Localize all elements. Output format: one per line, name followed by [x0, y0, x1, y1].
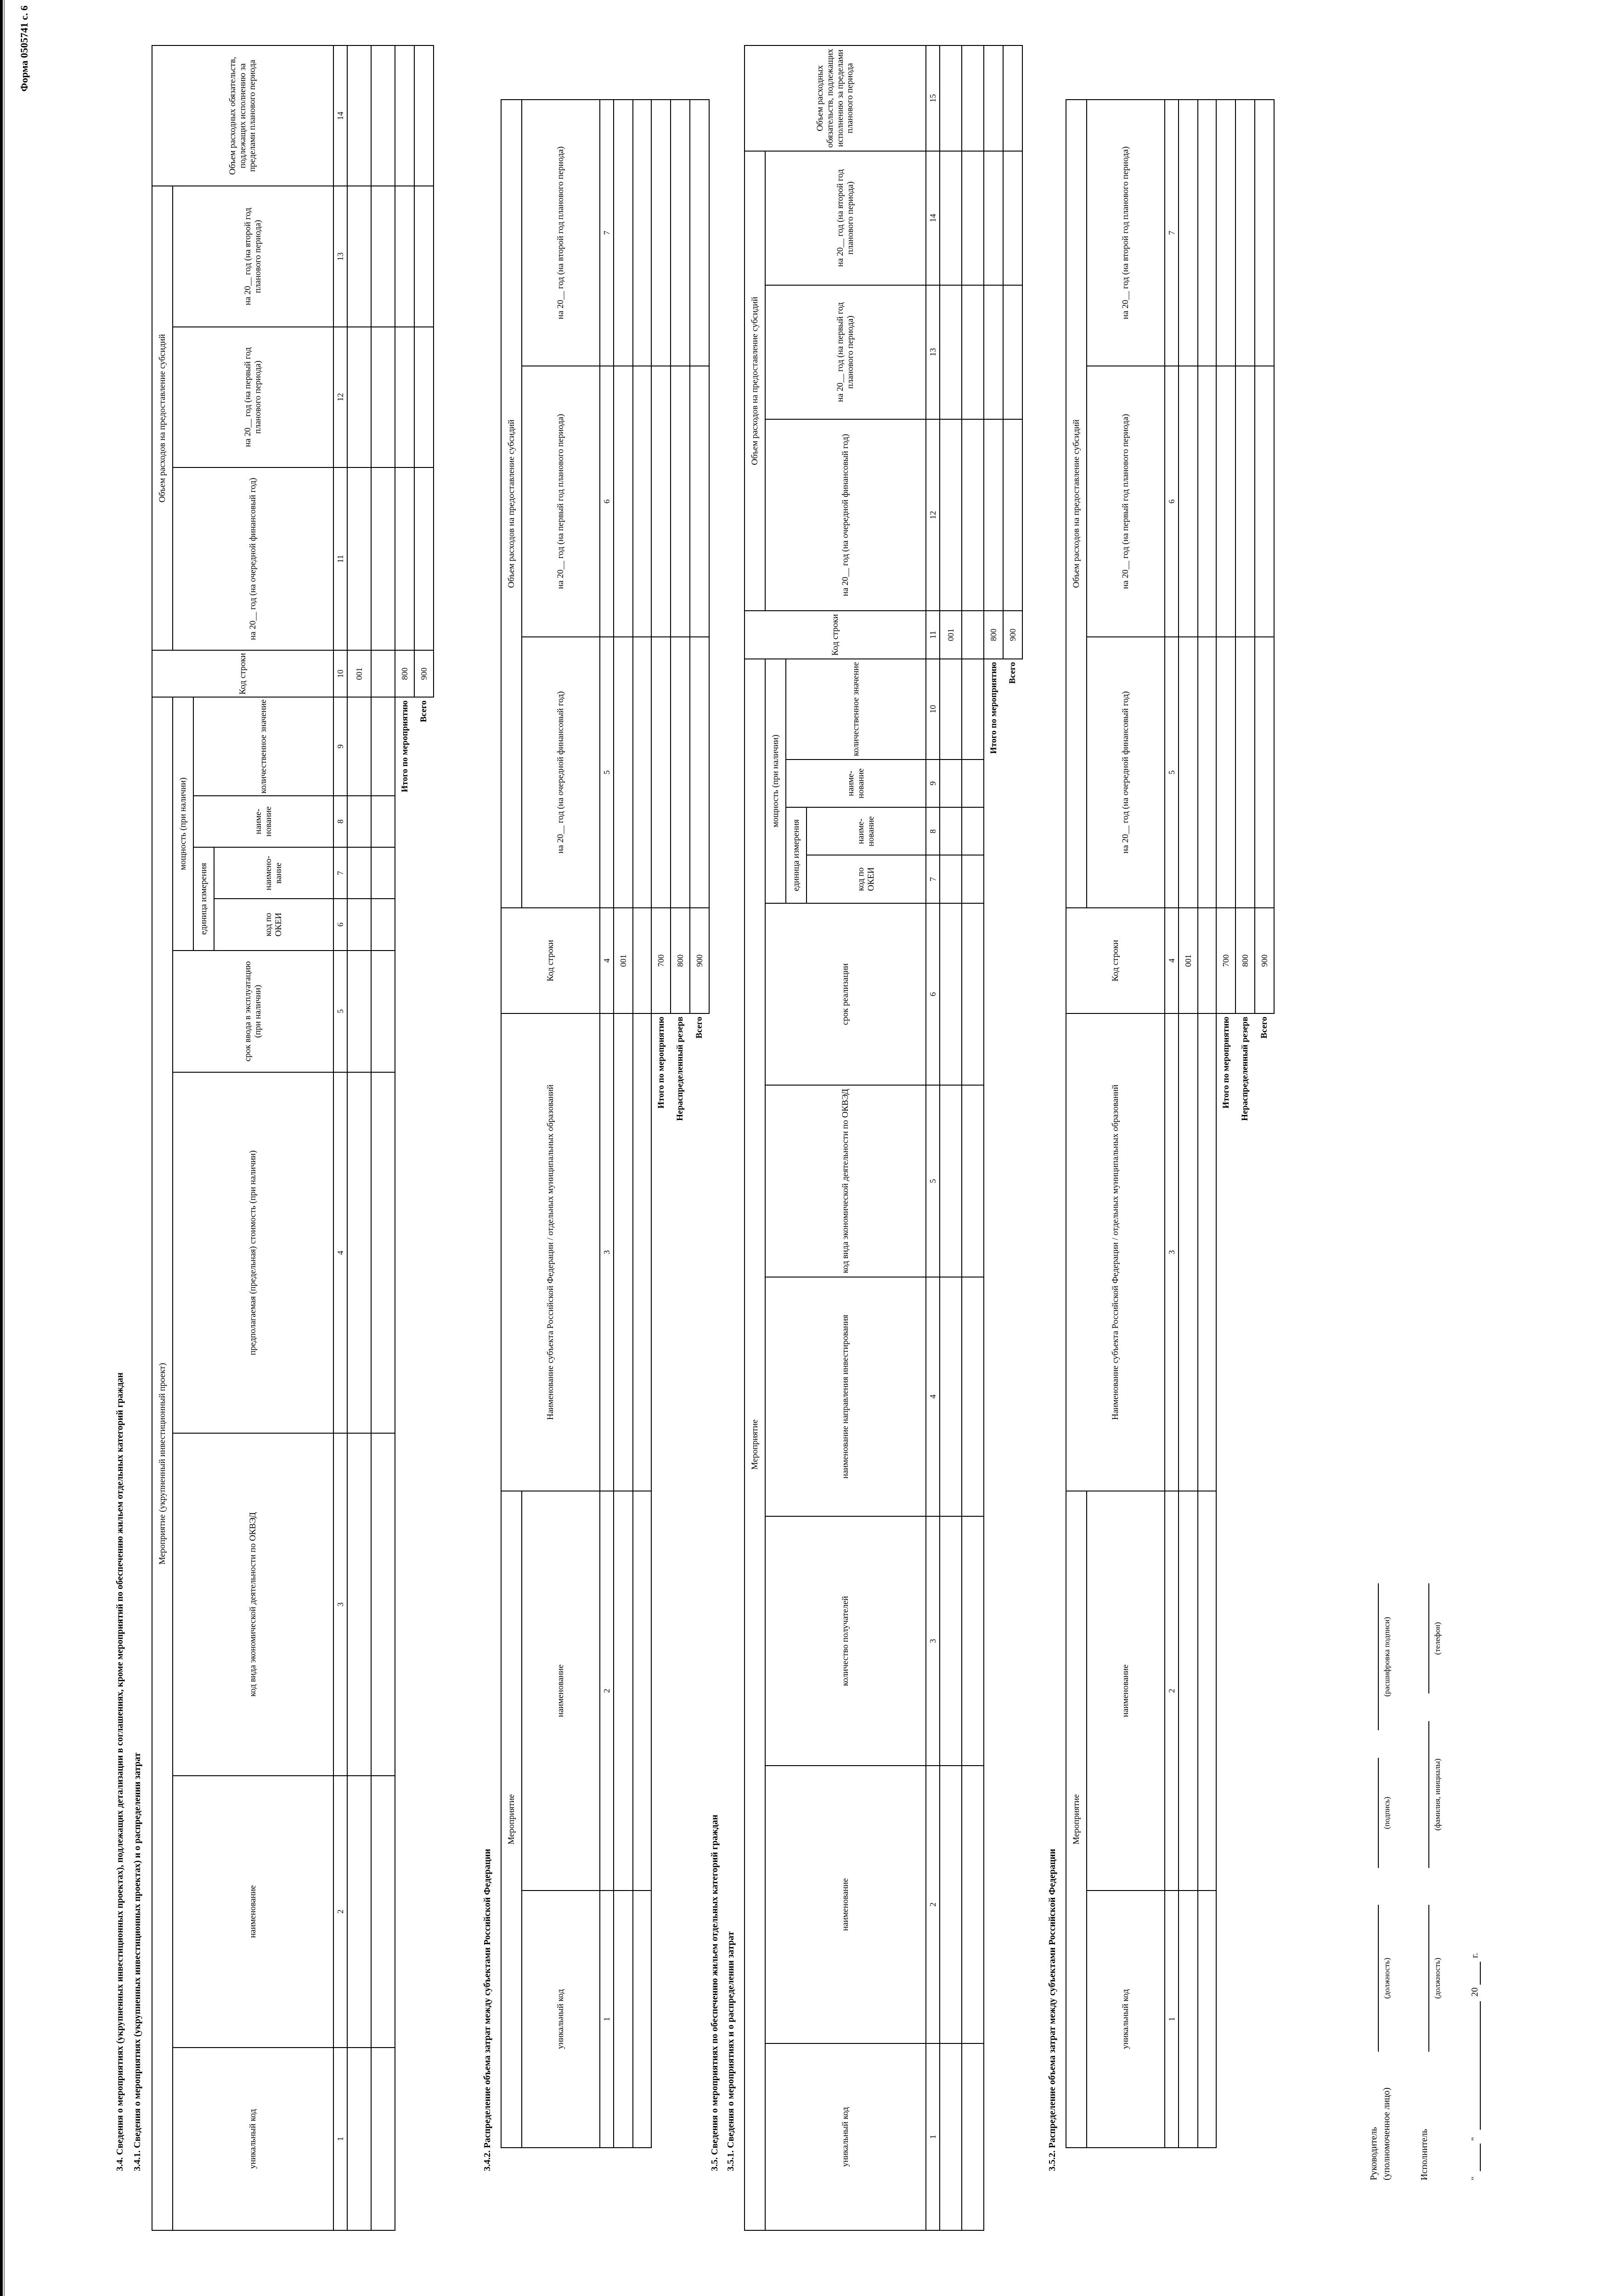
head-signature-caption: (подпись) [1382, 1796, 1391, 1829]
header-unit-name: наимено-вание [214, 847, 333, 899]
cell-empty[interactable] [347, 1072, 371, 1433]
header-line-code: Код строки [501, 908, 600, 1013]
cell-empty[interactable] [940, 807, 962, 855]
total-label: Итого по мероприятию [656, 1017, 666, 1109]
cell-empty[interactable] [371, 697, 395, 795]
executor-name-line[interactable] [1428, 1721, 1429, 1868]
cell-empty[interactable] [984, 419, 1003, 611]
header-okved: код вида экономической деятельности по ОКВЭД [173, 1433, 333, 1775]
cell-empty[interactable] [371, 2048, 395, 2230]
header-year-1: на 20__ год (на очередной финансовый год) [1087, 637, 1165, 908]
col-num: 2 [333, 1776, 347, 2048]
col-num: 7 [926, 855, 940, 903]
header-event-group: Мероприятие [745, 659, 765, 2230]
cell-empty[interactable] [371, 899, 395, 950]
header-year-3: на 20__ год (на второй год планового периода) [765, 151, 926, 285]
cell-empty[interactable] [940, 659, 962, 760]
total-code: 700 [1216, 908, 1235, 1013]
cell-empty[interactable] [347, 1776, 371, 2048]
header-line-code: Код строки [1066, 908, 1165, 1013]
header-name: наименование [765, 1766, 926, 2043]
header-cap-name: наиме-нование [786, 760, 926, 807]
col-num: 4 [333, 1072, 347, 1433]
col-num: 9 [926, 760, 940, 807]
header-year-2: на 20__ год (на первый год планового периода) [765, 285, 926, 419]
grand-total-code: 900 [1003, 611, 1022, 658]
header-subsidy-group: Объем расходов на предоставление субсидий [501, 100, 522, 908]
cell-empty[interactable] [1255, 100, 1274, 366]
cell-empty[interactable] [671, 366, 690, 637]
cell-empty[interactable] [371, 847, 395, 899]
cell-empty[interactable] [371, 1072, 395, 1433]
cell-empty[interactable] [962, 1085, 984, 1277]
cell-empty[interactable] [633, 637, 651, 908]
table-3-4-1 [152, 45, 434, 2231]
cell-empty[interactable] [1198, 1491, 1216, 1891]
header-unique-code: уникальный код [522, 1891, 600, 2148]
col-num: 4 [926, 1277, 940, 1517]
section-3-5-2-title: 3.5.2. Распределение объема затрат между субъектами Российской Федерации [1047, 1849, 1057, 2171]
header-commission-date: срок ввода в эксплуатацию (при наличии) [173, 951, 333, 1072]
col-num: 1 [1165, 1891, 1179, 2148]
cell-empty[interactable] [940, 45, 962, 151]
col-num: 1 [333, 2048, 347, 2230]
cell-empty[interactable] [1179, 366, 1198, 637]
header-subsidy-group: Объем расходов на предоставление субсидий [1066, 100, 1087, 908]
cell-empty[interactable] [984, 285, 1003, 419]
cell-empty[interactable] [371, 650, 395, 697]
col-num: 7 [1165, 100, 1179, 366]
col-num: 6 [600, 366, 614, 637]
col-num: 3 [1165, 1013, 1179, 1491]
cell-empty[interactable] [347, 847, 371, 899]
col-num: 14 [926, 151, 940, 285]
cell-empty[interactable] [1198, 908, 1216, 1013]
executor-name-caption: (фамилия, инициалы) [1433, 1758, 1442, 1831]
cell-empty[interactable] [1003, 419, 1022, 611]
cell-empty[interactable] [1235, 100, 1255, 366]
header-year-1: на 20__ год (на очередной финансовый год) [522, 637, 600, 908]
line-code-001: 001 [1179, 908, 1198, 1013]
cell-empty[interactable] [651, 366, 671, 637]
cell-empty[interactable] [940, 1277, 962, 1517]
col-num: 1 [926, 2043, 940, 2230]
cell-empty[interactable] [962, 2043, 984, 2230]
header-unit-group: единица измерения [193, 847, 214, 951]
cell-empty[interactable] [614, 1013, 633, 1491]
cell-empty[interactable] [347, 796, 371, 847]
header-recipients: количество получателей [765, 1516, 926, 1766]
header-beyond-period: Объем расходных обязательств, подлежащих исполнению за пределами планового периода [745, 45, 926, 151]
cell-empty[interactable] [414, 186, 434, 326]
col-num: 5 [1165, 637, 1179, 908]
executor-phone-line[interactable] [1428, 1583, 1429, 1694]
cell-empty[interactable] [962, 659, 984, 760]
section-3-5-1-title: 3.5.1. Сведения о мероприятиях и о распределении затрат [726, 1931, 736, 2171]
total-code: 800 [984, 611, 1003, 658]
col-num: 12 [926, 419, 940, 611]
header-direction: наименование направления инвестирования [765, 1277, 926, 1517]
header-event-group: Мероприятие [501, 1491, 522, 2148]
cell-empty[interactable] [940, 419, 962, 611]
cell-empty[interactable] [347, 697, 371, 795]
cell-empty[interactable] [984, 151, 1003, 285]
cell-empty[interactable] [962, 760, 984, 807]
cell-empty[interactable] [940, 1516, 962, 1766]
cell-empty[interactable] [614, 1891, 633, 2148]
executor-phone-caption: (телефон) [1433, 1622, 1442, 1655]
col-num: 5 [926, 1085, 940, 1277]
cell-empty[interactable] [962, 855, 984, 903]
cell-empty[interactable] [962, 1516, 984, 1766]
cell-empty[interactable] [651, 637, 671, 908]
cell-empty[interactable] [614, 100, 633, 366]
line-code-001: 001 [347, 650, 371, 697]
grand-total-label: Всего [1008, 662, 1018, 684]
header-year-2: на 20__ год (на первый год планового периода) [1087, 366, 1165, 637]
grand-total-label: Всего [1259, 1017, 1269, 1039]
cell-empty[interactable] [1179, 1491, 1198, 1891]
cell-empty[interactable] [1179, 1891, 1198, 2148]
cell-empty[interactable] [633, 1491, 651, 1891]
cell-empty[interactable] [962, 285, 984, 419]
grand-total-code: 900 [414, 650, 434, 697]
header-unique-code: уникальный код [173, 2048, 333, 2230]
header-event-group: Мероприятие (укрупненный инвестиционный проект) [152, 697, 173, 2230]
header-unit-name: наиме-нование [807, 807, 926, 855]
cell-empty[interactable] [984, 45, 1003, 151]
cell-empty[interactable] [940, 1766, 962, 2043]
header-okei: код по ОКЕИ [807, 855, 926, 903]
cell-empty[interactable] [1179, 1013, 1198, 1491]
cell-empty[interactable] [633, 1013, 651, 1491]
cell-empty[interactable] [690, 100, 709, 366]
cell-empty[interactable] [347, 951, 371, 1072]
grand-total-code: 900 [1255, 908, 1274, 1013]
cell-empty[interactable] [371, 186, 395, 326]
cell-empty[interactable] [671, 637, 690, 908]
scan-edge-shadow [4, 0, 5, 2296]
col-num: 10 [333, 650, 347, 697]
cell-empty[interactable] [1003, 45, 1022, 151]
cell-empty[interactable] [633, 366, 651, 637]
cell-empty[interactable] [940, 760, 962, 807]
col-num: 3 [600, 1013, 614, 1491]
cell-empty[interactable] [371, 951, 395, 1072]
reserve-label: Нераспределенный резерв [675, 1017, 685, 1121]
cell-empty[interactable] [962, 45, 984, 151]
cell-empty[interactable] [1003, 285, 1022, 419]
cell-empty[interactable] [633, 1891, 651, 2148]
cell-empty[interactable] [371, 1433, 395, 1775]
header-year-1: на 20__ год (на очередной финансовый год) [173, 467, 333, 650]
cell-empty[interactable] [1198, 1013, 1216, 1491]
reserve-label: Нераспределенный резерв [1240, 1017, 1250, 1121]
cell-empty[interactable] [651, 100, 671, 366]
col-num: 15 [926, 45, 940, 151]
col-num: 14 [333, 45, 347, 186]
header-unique-code: уникальный код [1087, 1891, 1165, 2148]
line-code-001: 001 [614, 908, 633, 1013]
table-3-5-1 [744, 45, 1023, 2231]
scan-edge [0, 0, 3, 2296]
cell-empty[interactable] [414, 467, 434, 650]
col-num: 11 [333, 467, 347, 650]
header-year-3: на 20__ год (на второй год планового периода) [1087, 100, 1165, 366]
header-unit-group: единица измерения [786, 807, 807, 903]
cell-empty[interactable] [1216, 366, 1235, 637]
col-num: 2 [600, 1491, 614, 1891]
cell-empty[interactable] [1003, 151, 1022, 285]
cell-empty[interactable] [690, 637, 709, 908]
cell-empty[interactable] [633, 100, 651, 366]
cell-empty[interactable] [614, 1491, 633, 1891]
col-num: 3 [926, 1516, 940, 1766]
header-year-2: на 20__ год (на первый год планового периода) [522, 366, 600, 637]
date-day-line[interactable] [1480, 2144, 1481, 2171]
executor-position-line[interactable] [1428, 1905, 1429, 2052]
total-code: 800 [395, 650, 414, 697]
section-3-4-title: 3.4. Сведения о мероприятиях (укрупненных инвестиционных проектах), подлежащих детализации в соглашениях, кроме мероприятий по обеспечению жильем отдельных категорий граждан [115, 1372, 125, 2171]
header-beyond-period: Объем расходных обязательств, подлежащих исполнению за пределами планового периода [152, 45, 333, 186]
col-num: 13 [926, 285, 940, 419]
header-line-code: Код строки [152, 650, 333, 697]
cell-empty[interactable] [962, 1277, 984, 1517]
header-qty: количественное значение [193, 697, 333, 795]
grand-total-code: 900 [690, 908, 709, 1013]
section-3-4-2-title: 3.4.2. Распределение объема затрат между субъектами Российской Федерации [482, 1849, 492, 2171]
cell-empty[interactable] [347, 467, 371, 650]
header-year-3: на 20__ год (на второй год планового периода) [173, 186, 333, 326]
col-num: 2 [1165, 1491, 1179, 1891]
executor-position-caption: (должность) [1433, 1958, 1442, 1999]
col-num: 9 [333, 697, 347, 795]
cell-empty[interactable] [347, 327, 371, 467]
header-line-code: Код строки [745, 611, 926, 658]
cell-empty[interactable] [1235, 366, 1255, 637]
reserve-code: 800 [671, 908, 690, 1013]
cell-empty[interactable] [371, 796, 395, 847]
cell-empty[interactable] [371, 1776, 395, 2048]
header-okei: код по ОКЕИ [214, 899, 333, 950]
header-unique-code: уникальный код [765, 2043, 926, 2230]
cell-empty[interactable] [1235, 637, 1255, 908]
cell-empty[interactable] [347, 899, 371, 950]
col-num: 6 [333, 899, 347, 950]
reserve-code: 800 [1235, 908, 1255, 1013]
cell-empty[interactable] [1198, 1891, 1216, 2148]
cell-empty[interactable] [940, 903, 962, 1085]
total-code: 700 [651, 908, 671, 1013]
cell-empty[interactable] [1216, 100, 1235, 366]
col-num: 4 [600, 908, 614, 1013]
form-code: Форма 0505741 с. 6 [18, 6, 30, 92]
cell-empty[interactable] [395, 45, 414, 186]
cell-empty[interactable] [690, 366, 709, 637]
header-capacity-group: мощность (при наличии) [173, 697, 193, 950]
cell-empty[interactable] [414, 327, 434, 467]
col-num: 6 [1165, 366, 1179, 637]
date-suffix: г. [1470, 1953, 1480, 1958]
header-qty: количественное значение [786, 659, 926, 760]
cell-empty[interactable] [1198, 366, 1216, 637]
table-3-5-2 [1066, 99, 1275, 2148]
header-cap-name: наиме-нование [193, 796, 333, 847]
total-label: Итого по мероприятию [1221, 1017, 1231, 1109]
cell-empty[interactable] [395, 327, 414, 467]
header-subject: Наименование субъекта Российской Федерации / отдельных муниципальных образований [1066, 1013, 1165, 1491]
cell-empty[interactable] [1255, 637, 1274, 908]
line-code-001: 001 [940, 611, 962, 658]
header-subsidy-group: Объем расходов на предоставление субсидий [745, 151, 765, 611]
cell-empty[interactable] [962, 1766, 984, 2043]
head-decode-caption: (расшифровка подписи) [1382, 1617, 1391, 1697]
cell-empty[interactable] [614, 366, 633, 637]
header-year-1: на 20__ год (на очередной финансовый год) [765, 419, 926, 611]
header-event-group: Мероприятие [1066, 1491, 1087, 2148]
head-position-line[interactable] [1378, 1905, 1379, 2052]
col-num: 2 [926, 1766, 940, 2043]
cell-empty[interactable] [347, 2048, 371, 2230]
col-num: 10 [926, 659, 940, 760]
header-name: наименование [522, 1491, 600, 1891]
head-decode-line[interactable] [1378, 1583, 1379, 1730]
cell-empty[interactable] [395, 186, 414, 326]
cell-empty[interactable] [1216, 637, 1235, 908]
total-label: Итого по мероприятию [400, 700, 410, 793]
cell-empty[interactable] [1198, 100, 1216, 366]
cell-empty[interactable] [671, 100, 690, 366]
col-num: 13 [333, 186, 347, 326]
header-name: наименование [1087, 1491, 1165, 1891]
cell-empty[interactable] [633, 908, 651, 1013]
header-term: срок реализации [765, 903, 926, 1085]
head-position-caption: (должность) [1382, 1958, 1391, 1999]
cell-empty[interactable] [940, 855, 962, 903]
total-label: Итого по мероприятию [988, 662, 998, 754]
header-cost: предполагаемая (предельная) стоимость (при наличии) [173, 1072, 333, 1433]
cell-empty[interactable] [414, 45, 434, 186]
header-subsidy-group: Объем расходов на предоставление субсидий [152, 186, 173, 650]
grand-total-label: Всего [694, 1017, 705, 1039]
header-year-3: на 20__ год (на второй год планового периода) [522, 100, 600, 366]
cell-empty[interactable] [347, 1433, 371, 1775]
header-name: наименование [173, 1776, 333, 2048]
table-3-4-2 [501, 99, 710, 2148]
cell-empty[interactable] [371, 327, 395, 467]
cell-empty[interactable] [940, 151, 962, 285]
col-num: 11 [926, 611, 940, 658]
date-close-quote: " [1470, 2137, 1480, 2141]
cell-empty[interactable] [614, 637, 633, 908]
col-num: 8 [333, 796, 347, 847]
header-year-2: на 20__ год (на первый год планового периода) [173, 327, 333, 467]
date-month-line[interactable] [1480, 2001, 1481, 2130]
cell-empty[interactable] [940, 2043, 962, 2230]
section-3-5-title: 3.5. Сведения о мероприятиях по обеспечению жильем отдельных категорий граждан [710, 1814, 720, 2171]
cell-empty[interactable] [962, 807, 984, 855]
date-year-prefix: 20 [1470, 1987, 1480, 1997]
head-signature-line[interactable] [1378, 1758, 1379, 1868]
head-label: Руководитель [1369, 2127, 1379, 2180]
col-num: 3 [333, 1433, 347, 1775]
cell-empty[interactable] [395, 467, 414, 650]
col-num: 7 [600, 100, 614, 366]
col-num: 8 [926, 807, 940, 855]
header-okved: код вида экономической деятельности по ОКВЭД [765, 1085, 926, 1277]
col-num: 7 [333, 847, 347, 899]
cell-empty[interactable] [962, 151, 984, 285]
col-num: 5 [333, 951, 347, 1072]
cell-empty[interactable] [1179, 637, 1198, 908]
cell-empty[interactable] [347, 186, 371, 326]
cell-empty[interactable] [1198, 637, 1216, 908]
cell-empty[interactable] [347, 45, 371, 186]
header-capacity-group: мощность (при наличии) [765, 659, 786, 903]
executor-label: Исполнитель [1419, 2129, 1429, 2180]
cell-empty[interactable] [962, 903, 984, 1085]
grand-total-label: Всего [419, 700, 429, 722]
section-3-4-1-title: 3.4.1. Сведения о мероприятиях (укрупненных инвестиционных проектах) и о распределении затрат [132, 1752, 142, 2171]
cell-empty[interactable] [371, 45, 395, 186]
cell-empty[interactable] [940, 1085, 962, 1277]
date-year-line[interactable] [1480, 1962, 1481, 1985]
cell-empty[interactable] [371, 467, 395, 650]
cell-empty[interactable] [962, 611, 984, 658]
col-num: 12 [333, 327, 347, 467]
cell-empty[interactable] [962, 419, 984, 611]
date-open-quote: " [1470, 2176, 1480, 2180]
head-label-2: (уполномоченное лицо) [1382, 2087, 1392, 2180]
cell-empty[interactable] [1179, 100, 1198, 366]
cell-empty[interactable] [1255, 366, 1274, 637]
cell-empty[interactable] [940, 285, 962, 419]
col-num: 6 [926, 903, 940, 1085]
header-subject: Наименование субъекта Российской Федерации / отдельных муниципальных образований [501, 1013, 600, 1491]
col-num: 1 [600, 1891, 614, 2148]
col-num: 4 [1165, 908, 1179, 1013]
col-num: 5 [600, 637, 614, 908]
